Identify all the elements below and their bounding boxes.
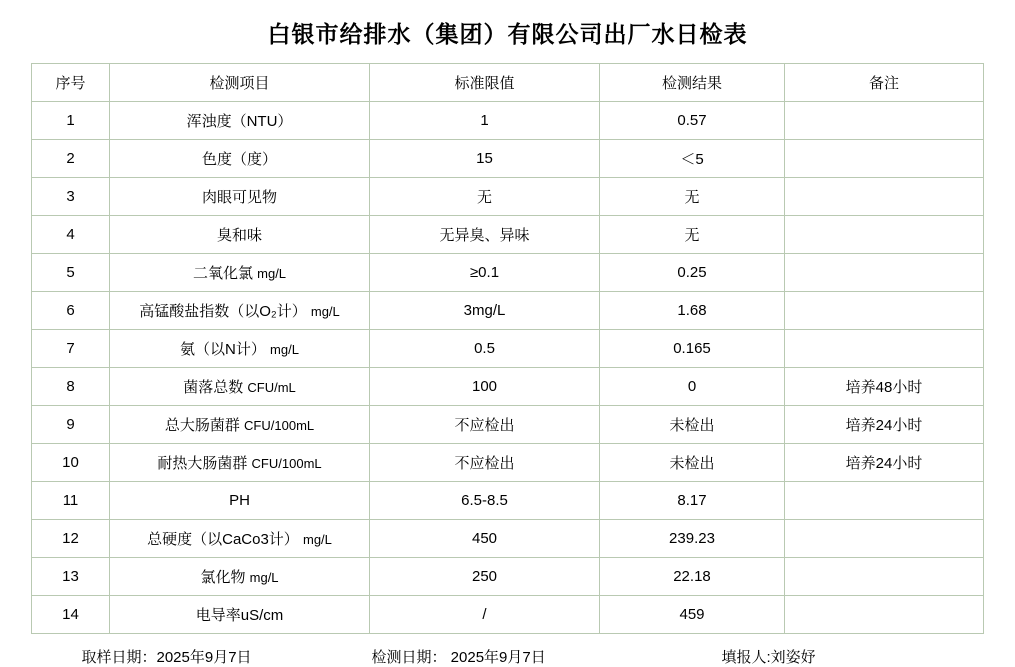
cell-limit: 不应检出 bbox=[370, 444, 600, 482]
cell-result: 0 bbox=[600, 368, 785, 406]
cell-item-unit: CFU/100mL bbox=[244, 418, 315, 433]
cell-result: 0.165 bbox=[600, 330, 785, 368]
cell-limit: 15 bbox=[370, 140, 600, 178]
cell-item bbox=[110, 406, 370, 444]
cell-limit: 无异臭、异味 bbox=[370, 216, 600, 254]
cell-item bbox=[110, 254, 370, 292]
cell-no: 6 bbox=[32, 292, 110, 330]
cell-item-name: 二氧化氯 bbox=[192, 265, 253, 282]
cell-no: 11 bbox=[32, 482, 110, 520]
cell-note bbox=[785, 178, 984, 216]
table-row bbox=[32, 330, 984, 368]
cell-result: 0.57 bbox=[600, 102, 785, 140]
cell-note: 培养48小时 bbox=[785, 368, 984, 406]
cell-note bbox=[785, 482, 984, 520]
cell-no: 5 bbox=[32, 254, 110, 292]
cell-item-unit: mg/L bbox=[270, 342, 299, 357]
cell-item: PH bbox=[110, 482, 370, 520]
cell-item bbox=[110, 368, 370, 406]
cell-note: 培养24小时 bbox=[785, 444, 984, 482]
cell-item-unit: CFU/100mL bbox=[251, 456, 322, 471]
cell-item bbox=[110, 292, 370, 330]
cell-limit: 450 bbox=[370, 520, 600, 558]
table-row bbox=[32, 216, 984, 254]
cell-item: 臭和味 bbox=[110, 216, 370, 254]
cell-note bbox=[785, 140, 984, 178]
table-row bbox=[32, 178, 984, 216]
cell-note: 培养24小时 bbox=[785, 406, 984, 444]
cell-no: 8 bbox=[32, 368, 110, 406]
table-row bbox=[32, 102, 984, 140]
table-row bbox=[32, 558, 984, 596]
cell-item-unit: CFU/mL bbox=[247, 380, 296, 395]
header-limit: 标准限值 bbox=[370, 64, 600, 102]
cell-no: 10 bbox=[32, 444, 110, 482]
cell-note bbox=[785, 254, 984, 292]
reporter-name: 填报人:刘姿妤 bbox=[721, 649, 816, 666]
header-no: 序号 bbox=[32, 64, 110, 102]
cell-item bbox=[110, 330, 370, 368]
cell-result: 8.17 bbox=[600, 482, 785, 520]
cell-limit: ≥0.1 bbox=[370, 254, 600, 292]
cell-item bbox=[110, 558, 370, 596]
cell-item-unit: mg/L bbox=[249, 570, 279, 585]
cell-limit: 1 bbox=[370, 102, 600, 140]
table-row bbox=[32, 292, 984, 330]
cell-limit: 6.5-8.5 bbox=[370, 482, 600, 520]
cell-result: 22.18 bbox=[600, 558, 785, 596]
cell-result: 未检出 bbox=[600, 444, 785, 482]
cell-item: 浑浊度（NTU） bbox=[110, 102, 370, 140]
cell-item-name: 耐热大肠菌群 bbox=[157, 455, 248, 472]
cell-limit: 无 bbox=[370, 178, 600, 216]
cell-item-name: 菌落总数 bbox=[183, 379, 244, 396]
table-row bbox=[32, 520, 984, 558]
cell-item-unit: mg/L bbox=[302, 532, 332, 547]
cell-limit: / bbox=[370, 596, 600, 634]
cell-result: 0.25 bbox=[600, 254, 785, 292]
cell-item: 肉眼可见物 bbox=[110, 178, 370, 216]
cell-no: 13 bbox=[32, 558, 110, 596]
cell-note bbox=[785, 292, 984, 330]
cell-item: 色度（度） bbox=[110, 140, 370, 178]
cell-note bbox=[785, 520, 984, 558]
test-date: 检测日期： 2025年9月7日 bbox=[371, 649, 546, 666]
cell-limit: 不应检出 bbox=[370, 406, 600, 444]
cell-result: 459 bbox=[600, 596, 785, 634]
cell-result: 未检出 bbox=[600, 406, 785, 444]
header-result: 检测结果 bbox=[600, 64, 785, 102]
cell-item-unit: mg/L bbox=[310, 304, 340, 319]
cell-result: 239.23 bbox=[600, 520, 785, 558]
header-item: 检测项目 bbox=[110, 64, 370, 102]
cell-item bbox=[110, 444, 370, 482]
table-row bbox=[32, 254, 984, 292]
cell-item-name: 氯化物 bbox=[200, 569, 246, 586]
cell-item-name: 高锰酸盐指数（以O₂计） bbox=[139, 303, 307, 320]
cell-no: 7 bbox=[32, 330, 110, 368]
cell-result: 无 bbox=[600, 216, 785, 254]
cell-no: 12 bbox=[32, 520, 110, 558]
water-quality-table bbox=[31, 63, 984, 634]
cell-no: 9 bbox=[32, 406, 110, 444]
cell-limit: 100 bbox=[370, 368, 600, 406]
cell-result: 无 bbox=[600, 178, 785, 216]
page-title: 白银市给排水（集团）有限公司出厂水日检表 bbox=[267, 21, 748, 47]
table-row bbox=[32, 140, 984, 178]
header-note: 备注 bbox=[785, 64, 984, 102]
cell-note bbox=[785, 102, 984, 140]
cell-item-name: 总大肠菌群 bbox=[164, 417, 240, 434]
sampling-date: 取样日期：2025年9月7日 bbox=[81, 649, 252, 666]
cell-result: ＜5 bbox=[600, 140, 785, 178]
cell-no: 3 bbox=[32, 178, 110, 216]
table-row bbox=[32, 368, 984, 406]
cell-note bbox=[785, 596, 984, 634]
cell-item-name: 氨（以N计） bbox=[180, 341, 266, 358]
table-row bbox=[32, 482, 984, 520]
cell-no: 1 bbox=[32, 102, 110, 140]
table-row bbox=[32, 596, 984, 634]
table-row bbox=[32, 406, 984, 444]
cell-limit: 3mg/L bbox=[370, 292, 600, 330]
table-row bbox=[32, 444, 984, 482]
cell-limit: 0.5 bbox=[370, 330, 600, 368]
cell-result: 1.68 bbox=[600, 292, 785, 330]
cell-no: 2 bbox=[32, 140, 110, 178]
cell-item-unit: mg/L bbox=[257, 266, 287, 281]
cell-note bbox=[785, 330, 984, 368]
cell-limit: 250 bbox=[370, 558, 600, 596]
table-body bbox=[32, 102, 984, 634]
cell-no: 4 bbox=[32, 216, 110, 254]
cell-item: 电导率uS/cm bbox=[110, 596, 370, 634]
table-header-row bbox=[32, 64, 984, 102]
cell-item-name: 总硬度（以CaCo3计） bbox=[147, 531, 299, 548]
cell-no: 14 bbox=[32, 596, 110, 634]
cell-note bbox=[785, 216, 984, 254]
cell-note bbox=[785, 558, 984, 596]
cell-item bbox=[110, 520, 370, 558]
